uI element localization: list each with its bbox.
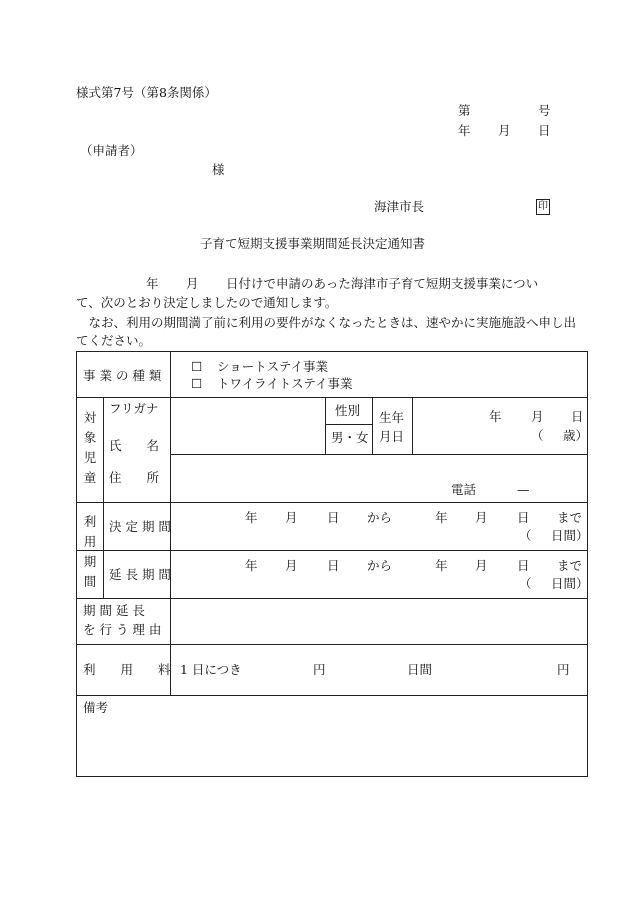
date-month: 月 bbox=[498, 123, 511, 138]
date-day: 日 bbox=[538, 123, 551, 138]
form-table bbox=[76, 351, 588, 777]
extension-from-kara: から bbox=[367, 558, 393, 573]
age-close: 歳） bbox=[563, 428, 589, 443]
extension-to-year: 年 bbox=[435, 558, 448, 573]
extension-days-open: （ bbox=[519, 576, 532, 591]
option-twilightstay: トワイライトステイ事業 bbox=[217, 376, 353, 391]
fee-yen: 円 bbox=[313, 662, 326, 677]
extension-from-day: 日 bbox=[327, 558, 340, 573]
fee-label: 利 用 料 bbox=[83, 662, 171, 677]
decision-days-open: （ bbox=[519, 528, 532, 543]
decision-days-close: 日間） bbox=[551, 528, 589, 543]
birth-day: 日 bbox=[571, 409, 584, 424]
birth-label-2: 月日 bbox=[379, 429, 405, 444]
decision-to-year: 年 bbox=[435, 510, 448, 525]
extension-from-month: 月 bbox=[285, 558, 298, 573]
body-month: 月 bbox=[186, 276, 199, 291]
gender-label: 性別 bbox=[335, 403, 361, 418]
furigana-label: フリガナ bbox=[109, 401, 159, 416]
reason-label-2: を 行 う 理 由 bbox=[83, 622, 162, 637]
extension-from-year: 年 bbox=[245, 558, 258, 573]
decision-made: まで bbox=[557, 510, 583, 525]
decision-from-kara: から bbox=[367, 510, 393, 525]
extension-to-month: 月 bbox=[475, 558, 488, 573]
issuer-name: 海津市長 bbox=[374, 199, 425, 214]
extension-made: まで bbox=[557, 558, 583, 573]
fee-days: 日間 bbox=[407, 662, 433, 677]
decision-period-label: 決 定 期 間 bbox=[109, 519, 171, 534]
decision-to-day: 日 bbox=[517, 510, 530, 525]
body-paragraph-2: なお、利用の期間満了前に利用の要件がなくなったときは、速やかに実施施設へ申し出てください。 bbox=[76, 315, 577, 348]
date-year: 年 bbox=[458, 123, 471, 138]
decision-to-month: 月 bbox=[475, 510, 488, 525]
form-number: 様式第7号（第8条関係） bbox=[76, 85, 217, 100]
birth-month: 月 bbox=[531, 409, 544, 424]
checkbox-twilightstay[interactable]: ☐ bbox=[191, 376, 203, 391]
period-group-label: 利用期間 bbox=[83, 514, 97, 589]
option-shortstay: ショートステイ事業 bbox=[217, 359, 329, 374]
decision-from-day: 日 bbox=[327, 510, 340, 525]
document-title: 子育て短期支援事業期間延長決定通知書 bbox=[200, 236, 426, 251]
phone-label: 電話 bbox=[451, 482, 477, 497]
body-year: 年 bbox=[146, 276, 159, 291]
extension-to-day: 日 bbox=[517, 558, 530, 573]
doc-number-dai: 第 bbox=[458, 103, 471, 118]
fee-total-yen: 円 bbox=[557, 662, 570, 677]
child-group-label: 対象児童 bbox=[83, 410, 97, 485]
service-type-label: 事 業 の 種 類 bbox=[83, 368, 162, 383]
sama-honorific: 様 bbox=[212, 162, 225, 177]
checkbox-shortstay[interactable]: ☐ bbox=[191, 359, 203, 374]
gender-options: 男・女 bbox=[331, 430, 369, 445]
birth-label-1: 生年 bbox=[379, 410, 405, 425]
reason-label-1: 期 間 延 長 bbox=[83, 603, 145, 618]
body-line1: 日付けで申請のあった海津市子育て短期支援事業につい bbox=[226, 276, 539, 291]
extension-period-label: 延 長 期 間 bbox=[109, 567, 171, 582]
remarks-label: 備考 bbox=[83, 700, 109, 715]
decision-from-year: 年 bbox=[245, 510, 258, 525]
birth-year: 年 bbox=[489, 409, 502, 424]
official-seal: 印 bbox=[536, 199, 550, 215]
extension-days-close: 日間） bbox=[551, 576, 589, 591]
body-line2: て、次のとおり決定しましたので通知します。 bbox=[76, 295, 338, 310]
doc-number-go: 号 bbox=[538, 103, 551, 118]
applicant-label: （申請者） bbox=[80, 143, 143, 158]
decision-from-month: 月 bbox=[285, 510, 298, 525]
fee-per-day: 1 日につき bbox=[180, 662, 242, 677]
phone-dash: — bbox=[517, 482, 530, 497]
address-label: 住 所 bbox=[109, 470, 160, 485]
age-open: （ bbox=[531, 428, 544, 443]
name-label: 氏 名 bbox=[109, 438, 160, 453]
